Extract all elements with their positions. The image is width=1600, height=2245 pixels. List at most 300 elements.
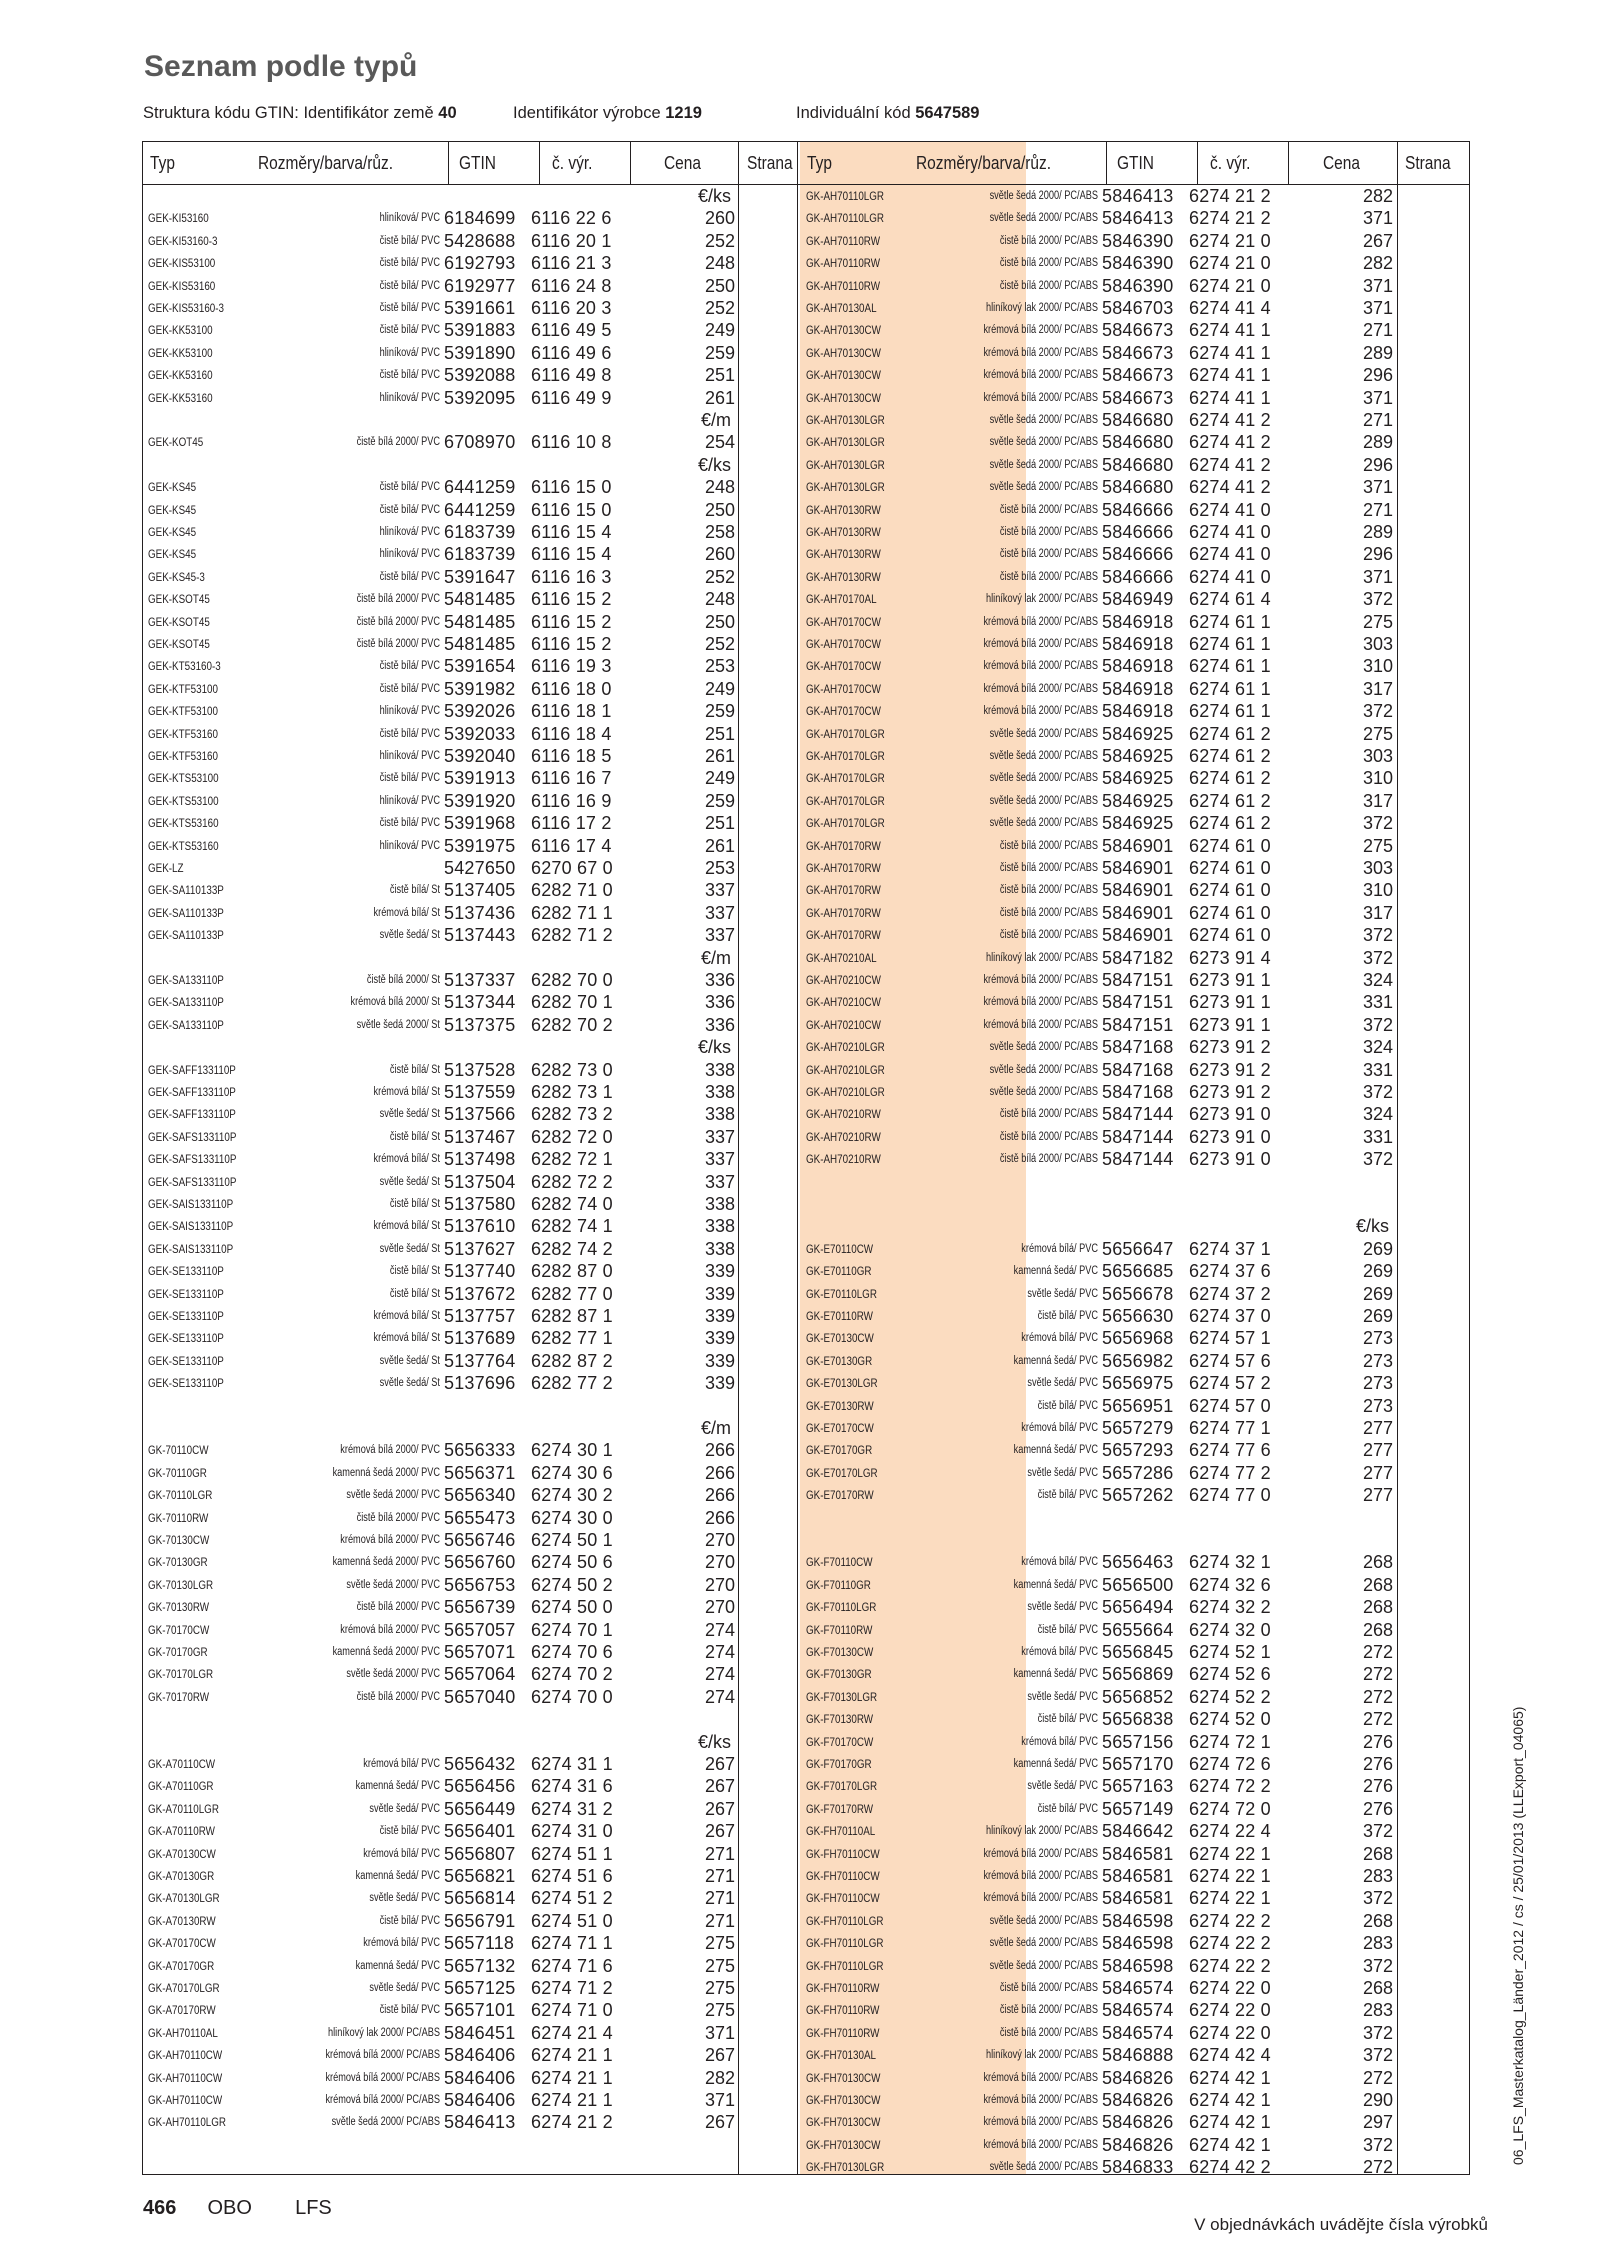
cell-dim: čistě bílá 2000/ PC/ABS	[999, 503, 1098, 516]
cell-cvyr: 6270 67 0	[531, 858, 613, 878]
cell-strana: 337	[704, 902, 735, 923]
cell-dim: světle šedá 2000/ PC/ABS	[989, 750, 1098, 762]
cell-typ: GK-AH70170LGR	[806, 816, 885, 831]
cell-strana: 303	[1362, 858, 1393, 878]
cell-cvyr: 6274 51 2	[531, 1888, 613, 1909]
cell-gtin: 5657125	[444, 1978, 516, 1998]
cell-gtin: 5846680	[1102, 454, 1174, 475]
table-row	[143, 543, 1469, 565]
cell-dim: světle šedá/ PVC	[369, 1892, 440, 1905]
cell-dim: krémová bílá 2000/ PC/ABS	[983, 2116, 1098, 2129]
cell-typ: GEK-SE133110P	[148, 1353, 224, 1368]
cell-cvyr: 6274 61 1	[1189, 678, 1271, 699]
cell-cvyr: 6274 41 2	[1189, 454, 1271, 475]
cell-cvyr: 6282 72 2	[531, 1171, 613, 1192]
cell-dim: čistě bílá 2000/ PVC	[356, 1601, 440, 1614]
cell-cvyr: 6274 22 2	[1189, 1955, 1271, 1976]
cell-strana: 268	[1362, 1910, 1393, 1931]
cell-typ: GEK-SA133110P	[148, 973, 224, 987]
table-row	[143, 387, 1469, 409]
cell-gtin: 5657286	[1102, 1462, 1174, 1483]
cell-gtin: 5137757	[444, 1306, 516, 1326]
cell-gtin: 5846918	[1102, 701, 1174, 722]
cell-cvyr: 6273 91 0	[1189, 1104, 1271, 1125]
cell-cvyr: 6274 71 0	[531, 2000, 613, 2021]
cell-gtin: 5846673	[1102, 342, 1174, 363]
cell-typ: GEK-KK53160	[148, 390, 213, 405]
cell-dim: čistě bílá 2000/ PC/ABS	[999, 929, 1098, 942]
cell-gtin: 5656333	[444, 1440, 516, 1461]
cell-gtin: 5392033	[444, 723, 516, 744]
cell-typ: GEK-SAFF133110P	[148, 1062, 236, 1077]
cell-cvyr: 6274 31 2	[531, 1798, 613, 1819]
cell-dim: krémová bílá/ St	[373, 1310, 440, 1322]
cell-cvyr: 6274 61 0	[1189, 902, 1271, 923]
cell-cvyr: 6273 91 4	[1189, 947, 1271, 968]
cell-cvyr: 6274 61 0	[1189, 880, 1271, 901]
cell-gtin: 5137467	[444, 1126, 516, 1147]
cell-dim: krémová bílá/ PVC	[363, 1758, 440, 1770]
cell-strana: 337	[704, 880, 735, 901]
cell-cvyr: 6274 41 0	[1189, 544, 1271, 565]
table-row	[143, 1215, 1469, 1237]
cell-cvyr: 6116 16 7	[531, 768, 612, 789]
cell-cvyr: 6274 30 1	[531, 1440, 613, 1461]
cell-strana: 267	[704, 1754, 735, 1774]
cell-dim: čistě bílá 2000/ PC/ABS	[999, 862, 1098, 874]
cell-gtin: 6184699	[444, 208, 516, 229]
cell-dim: krémová bílá 2000/ PC/ABS	[983, 1892, 1098, 1905]
cell-cvyr: 6274 21 0	[1189, 230, 1271, 251]
cell-gtin: 5137405	[444, 880, 516, 901]
cell-typ: GK-AH70170LGR	[806, 793, 885, 808]
cell-typ: GK-AH70170LGR	[806, 771, 885, 786]
table-row	[143, 1753, 1469, 1775]
cell-strana: 271	[704, 1866, 735, 1886]
cell-strana: 254	[704, 432, 735, 453]
table-row	[143, 1977, 1469, 1999]
cell-gtin: 5846574	[1102, 2022, 1174, 2043]
cell-strana: 339	[704, 1350, 735, 1371]
cell-cvyr: 6273 91 2	[1189, 1059, 1271, 1080]
cell-strana: 252	[704, 566, 735, 587]
cell-typ: GK-AH70170RW	[806, 928, 881, 943]
cell-dim: krémová bílá 2000/ PC/ABS	[983, 705, 1098, 718]
cell-gtin: 5137344	[444, 992, 516, 1013]
cell-typ: GEK-KOT45	[148, 435, 204, 450]
cell-gtin: 5846925	[1102, 813, 1174, 834]
cell-cvyr: 6116 10 8	[531, 432, 612, 453]
table-row	[143, 1059, 1469, 1081]
cell-strana: 258	[704, 522, 735, 542]
cell-dim: hliníkový lak 2000/ PC/ABS	[986, 302, 1098, 314]
cell-cvyr: 6274 70 0	[531, 1686, 613, 1707]
cell-gtin: 5392026	[444, 701, 516, 722]
page-number: 466	[143, 2197, 177, 2219]
table-row	[143, 700, 1469, 722]
cell-gtin: 5846581	[1102, 1888, 1174, 1909]
table-row	[143, 2156, 1469, 2178]
cell-typ: GK-A70130LGR	[148, 1891, 220, 1906]
cell-cvyr: 6282 72 0	[531, 1126, 613, 1147]
cell-strana: 296	[1362, 544, 1393, 565]
cell-strana: 337	[704, 925, 735, 946]
price-unit: €/ks	[1355, 1216, 1389, 1237]
cell-cvyr: 6274 42 1	[1189, 2112, 1271, 2133]
cell-typ: GEK-KS45	[148, 547, 197, 562]
cell-cvyr: 6274 61 2	[1189, 723, 1271, 744]
cell-gtin: 5137559	[444, 1082, 516, 1102]
cell-gtin: 6192793	[444, 253, 516, 274]
table-row	[143, 1081, 1469, 1103]
cell-cvyr: 6274 42 4	[1189, 2045, 1271, 2066]
cell-cvyr: 6116 15 0	[531, 499, 612, 520]
cell-strana: 372	[1362, 1955, 1393, 1976]
cell-typ: GK-F70170RW	[806, 1801, 874, 1816]
header-dim: Rozměry/barva/růz.	[258, 153, 394, 173]
cell-strana: 272	[1362, 2067, 1393, 2088]
table-row	[143, 1148, 1469, 1170]
cell-gtin: 5137740	[444, 1261, 516, 1282]
cell-cvyr: 6274 50 2	[531, 1574, 613, 1595]
table-row	[143, 1619, 1469, 1641]
table-row	[143, 409, 1469, 431]
cell-strana: 274	[704, 1686, 735, 1707]
cell-typ: GEK-SA133110P	[148, 1017, 224, 1032]
table-row	[143, 364, 1469, 386]
cell-strana: 275	[704, 1978, 735, 1998]
cell-dim: hliníkový lak 2000/ PC/ABS	[986, 951, 1098, 964]
cell-gtin: 5846680	[1102, 477, 1174, 498]
cell-strana: 252	[704, 298, 735, 318]
cell-cvyr: 6274 61 0	[1189, 925, 1271, 946]
cell-dim: světle šedá/ PVC	[1027, 1466, 1098, 1479]
cell-strana: 277	[1362, 1485, 1393, 1506]
table-row	[143, 790, 1469, 812]
cell-strana: 253	[704, 858, 735, 878]
cell-strana: 260	[704, 544, 735, 565]
cell-typ: GK-A70170LGR	[148, 1981, 220, 1995]
cell-dim: krémová bílá 2000/ St	[350, 996, 440, 1009]
cell-strana: 324	[1362, 1104, 1393, 1125]
cell-cvyr: 6274 70 6	[531, 1642, 613, 1662]
cell-cvyr: 6116 15 2	[531, 589, 612, 610]
cell-strana: 268	[1362, 1597, 1393, 1618]
cell-cvyr: 6274 77 6	[1189, 1440, 1271, 1461]
cell-gtin: 5391890	[444, 342, 516, 363]
cell-dim: hliníková/ PVC	[379, 212, 440, 225]
cell-gtin: 5846901	[1102, 858, 1174, 878]
cell-typ: GK-AH70210CW	[806, 1017, 881, 1032]
cell-gtin: 5846673	[1102, 365, 1174, 386]
cell-dim: světle šedá/ PVC	[1027, 1780, 1098, 1793]
cell-gtin: 5137498	[444, 1149, 516, 1170]
cell-dim: světle šedá 2000/ St	[356, 1018, 440, 1031]
cell-cvyr: 6274 30 6	[531, 1462, 613, 1483]
cell-cvyr: 6274 50 1	[531, 1530, 613, 1550]
table-row	[143, 1551, 1469, 1573]
cell-strana: 277	[1362, 1418, 1393, 1438]
cell-gtin: 5846826	[1102, 2090, 1174, 2110]
cell-gtin: 5656456	[444, 1776, 516, 1797]
table-row	[143, 1462, 1469, 1484]
cell-cvyr: 6274 61 2	[1189, 746, 1271, 766]
cell-gtin: 5137504	[444, 1171, 516, 1192]
cell-dim: čistě bílá/ PVC	[379, 302, 440, 314]
cell-cvyr: 6274 72 1	[1189, 1731, 1271, 1752]
price-unit: €/m	[700, 1418, 731, 1438]
cell-typ: GEK-SAFS133110P	[148, 1129, 237, 1144]
cell-cvyr: 6274 41 0	[1189, 499, 1271, 520]
table-row	[143, 2022, 1469, 2044]
cell-gtin: 5137580	[444, 1194, 516, 1214]
cell-typ: GK-AH70210LGR	[806, 1040, 885, 1055]
cell-dim: čistě bílá 2000/ PC/ABS	[999, 2004, 1098, 2017]
cell-typ: GK-A70130GR	[148, 1869, 215, 1883]
cell-dim: krémová bílá 2000/ PC/ABS	[983, 369, 1098, 382]
cell-dim: kamenná šedá 2000/ PVC	[332, 1556, 440, 1569]
cell-typ: GK-FH70110RW	[806, 2003, 880, 2018]
cell-cvyr: 6274 50 6	[531, 1552, 613, 1573]
cell-typ: GK-AH70170CW	[806, 614, 881, 629]
cell-strana: 275	[704, 1933, 735, 1954]
cell-typ: GK-A70110LGR	[148, 1801, 219, 1816]
cell-cvyr: 6274 22 1	[1189, 1888, 1271, 1909]
cell-dim: čistě bílá 2000/ PC/ABS	[999, 839, 1098, 852]
cell-typ: GK-70110CW	[148, 1443, 209, 1458]
table-row	[143, 1507, 1469, 1529]
cell-dim: krémová bílá 2000/ PC/ABS	[983, 1847, 1098, 1860]
cell-cvyr: 6282 87 0	[531, 1261, 613, 1282]
cell-strana: 274	[704, 1619, 735, 1640]
cell-dim: světle šedá/ PVC	[369, 1982, 440, 1994]
cell-strana: 273	[1362, 1395, 1393, 1416]
cell-dim: světle šedá 2000/ PC/ABS	[989, 436, 1098, 449]
cell-dim: čistě bílá 2000/ PC/ABS	[999, 906, 1098, 919]
cell-dim: čistě bílá 2000/ PVC	[356, 593, 440, 606]
cell-cvyr: 6274 21 1	[531, 2067, 613, 2088]
cell-gtin: 5656821	[444, 1866, 516, 1886]
cell-gtin: 5656968	[1102, 1328, 1174, 1349]
cell-dim: čistě bílá 2000/ PC/ABS	[999, 1108, 1098, 1121]
price-unit: €/ks	[697, 186, 731, 206]
cell-cvyr: 6274 51 6	[531, 1866, 613, 1886]
table-row	[143, 1171, 1469, 1193]
cell-dim: čistě bílá/ PVC	[379, 682, 440, 695]
cell-dim: kamenná šedá/ PVC	[355, 1780, 440, 1793]
cell-gtin: 5846390	[1102, 253, 1174, 274]
cell-typ: GK-AH70130RW	[806, 547, 881, 562]
cell-typ: GEK-KS45-3	[148, 569, 205, 584]
price-unit: €/ks	[697, 454, 731, 475]
cell-cvyr: 6273 91 2	[1189, 1037, 1271, 1058]
cell-gtin: 5656838	[1102, 1709, 1174, 1730]
gtin-structure-country: Struktura kódu GTIN: Identifikátor země 40	[143, 104, 457, 122]
cell-dim: světle šedá/ St	[379, 1175, 440, 1188]
cell-dim: světle šedá/ St	[379, 929, 440, 942]
cell-typ: GK-FH70110RW	[806, 1981, 880, 1995]
table-row	[143, 1126, 1469, 1148]
cell-typ: GK-AH70130RW	[806, 525, 881, 539]
cell-strana: 296	[1362, 454, 1393, 475]
cell-cvyr: 6274 37 2	[1189, 1283, 1271, 1304]
cell-cvyr: 6274 41 4	[1189, 298, 1271, 318]
cell-cvyr: 6274 30 0	[531, 1507, 613, 1528]
cell-cvyr: 6274 61 4	[1189, 589, 1271, 610]
footer-brand: OBO	[207, 2197, 252, 2219]
cell-strana: 282	[704, 2067, 735, 2088]
cell-typ: GK-FH70110AL	[806, 1824, 876, 1839]
cell-typ: GEK-SA110133P	[148, 928, 224, 943]
cell-dim: čistě bílá/ PVC	[379, 772, 440, 785]
cell-typ: GEK-KTF53100	[148, 704, 219, 719]
cell-dim: krémová bílá 2000/ PC/ABS	[983, 2138, 1098, 2151]
cell-typ: GK-F70110RW	[806, 1622, 873, 1637]
table-row	[143, 1820, 1469, 1842]
cell-strana: 268	[1362, 1552, 1393, 1573]
cell-dim: světle šedá 2000/ PC/ABS	[989, 1914, 1098, 1927]
cell-typ: GK-F70170LGR	[806, 1779, 878, 1794]
cell-cvyr: 6116 49 8	[531, 365, 612, 386]
cell-strana: 276	[1362, 1798, 1393, 1819]
table-row	[143, 1529, 1469, 1551]
cell-cvyr: 6273 91 1	[1189, 992, 1271, 1013]
cell-cvyr: 6116 15 0	[531, 477, 612, 498]
cell-cvyr: 6274 32 6	[1189, 1574, 1271, 1595]
cell-gtin: 5657071	[444, 1642, 516, 1662]
table-row	[143, 1036, 1469, 1058]
table-row	[143, 1372, 1469, 1394]
table-row	[143, 297, 1469, 319]
cell-dim: světle šedá 2000/ PC/ABS	[989, 772, 1098, 785]
cell-gtin: 5847151	[1102, 1014, 1174, 1035]
table-row	[143, 1843, 1469, 1865]
cell-gtin: 5656869	[1102, 1664, 1174, 1685]
cell-typ: GK-AH70170RW	[806, 861, 881, 875]
cell-dim: krémová bílá 2000/ PC/ABS	[325, 2049, 440, 2062]
cell-cvyr: 6274 21 2	[1189, 208, 1271, 229]
table-row	[143, 633, 1469, 655]
cell-dim: čistě bílá/ St	[389, 884, 440, 897]
cell-typ: GK-AH70170RW	[806, 905, 881, 920]
cell-strana: 266	[704, 1485, 735, 1506]
cell-dim: kamenná šedá/ PVC	[1013, 1668, 1098, 1681]
cell-cvyr: 6274 77 2	[1189, 1462, 1271, 1483]
cell-cvyr: 6274 77 1	[1189, 1418, 1271, 1438]
cell-dim: krémová bílá 2000/ PC/ABS	[983, 346, 1098, 359]
cell-typ: GEK-SAFS133110P	[148, 1174, 237, 1189]
product-table	[142, 141, 1470, 2178]
cell-strana: 339	[704, 1261, 735, 1282]
cell-strana: 275	[1362, 835, 1393, 856]
cell-dim: hliníková/ PVC	[379, 526, 440, 538]
cell-strana: 371	[1362, 477, 1393, 498]
cell-strana: 252	[704, 634, 735, 654]
table-row	[143, 1663, 1469, 1685]
cell-strana: 276	[1362, 1754, 1393, 1774]
cell-dim: kamenná šedá/ PVC	[355, 1870, 440, 1882]
cell-gtin: 5391920	[444, 790, 516, 811]
table-row	[143, 991, 1469, 1013]
cell-gtin: 5846901	[1102, 902, 1174, 923]
cell-strana: 371	[1362, 566, 1393, 587]
cell-dim: krémová bílá 2000/ PC/ABS	[983, 974, 1098, 986]
cell-strana: 324	[1362, 970, 1393, 990]
cell-dim: čistě bílá 2000/ PC/ABS	[999, 1130, 1098, 1143]
cell-cvyr: 6274 22 2	[1189, 1933, 1271, 1954]
cell-gtin: 5846925	[1102, 746, 1174, 766]
cell-strana: 259	[704, 342, 735, 363]
cell-strana: 303	[1362, 634, 1393, 654]
cell-typ: GEK-KTF53100	[148, 681, 219, 696]
cell-typ: GEK-KK53100	[148, 323, 213, 338]
cell-dim: čistě bílá 2000/ PC/ABS	[999, 526, 1098, 538]
cell-gtin: 5137443	[444, 925, 516, 946]
cell-typ: GEK-KS45	[148, 480, 197, 495]
cell-dim: světle šedá 2000/ PC/ABS	[989, 481, 1098, 494]
cell-cvyr: 6274 37 0	[1189, 1306, 1271, 1326]
cell-typ: GK-AH70210LGR	[806, 1062, 885, 1077]
cell-typ: GK-AH70130LGR	[806, 435, 885, 450]
cell-dim: krémová bílá 2000/ PVC	[340, 1534, 440, 1546]
cell-gtin: 5481485	[444, 589, 516, 610]
cell-cvyr: 6274 31 1	[531, 1754, 613, 1774]
cell-dim: světle šedá/ PVC	[369, 1802, 440, 1815]
cell-gtin: 5846574	[1102, 2000, 1174, 2021]
cell-strana: 267	[1362, 230, 1393, 251]
price-unit: €/m	[700, 947, 731, 968]
cell-strana: 338	[704, 1059, 735, 1080]
cell-gtin: 6192977	[444, 275, 516, 296]
cell-cvyr: 6274 22 0	[1189, 1978, 1271, 1998]
cell-gtin: 5137672	[444, 1283, 516, 1304]
cell-typ: GK-FH70130AL	[806, 2048, 877, 2063]
cell-typ: GK-AH70110RW	[806, 233, 881, 248]
cell-cvyr: 6274 31 6	[531, 1776, 613, 1797]
cell-strana: 338	[704, 1194, 735, 1214]
cell-gtin: 5657262	[1102, 1485, 1174, 1506]
cell-gtin: 5657279	[1102, 1418, 1174, 1438]
cell-strana: 271	[1362, 499, 1393, 520]
cell-strana: 372	[1362, 2045, 1393, 2066]
cell-typ: GK-AH70130RW	[806, 569, 881, 584]
cell-dim: hliníková/ PVC	[379, 391, 440, 404]
cell-typ: GEK-KTF53160	[148, 749, 219, 763]
table-row	[143, 1999, 1469, 2021]
cell-cvyr: 6116 20 3	[531, 298, 612, 318]
cell-gtin: 6441259	[444, 499, 516, 520]
cell-dim: hliníková/ PVC	[379, 548, 440, 561]
cell-typ: GEK-SAIS133110P	[148, 1241, 234, 1256]
cell-dim: hliníkový lak 2000/ PC/ABS	[986, 1825, 1098, 1838]
cell-strana: 266	[704, 1440, 735, 1461]
cell-cvyr: 6274 52 1	[1189, 1642, 1271, 1662]
cell-typ: GK-F70110GR	[806, 1577, 871, 1592]
cell-strana: 339	[704, 1373, 735, 1394]
cell-gtin: 5846413	[1102, 208, 1174, 229]
cell-gtin: 5846413	[444, 2112, 516, 2133]
cell-strana: 317	[1362, 902, 1393, 923]
cell-typ: GK-AH70210RW	[806, 1152, 881, 1167]
cell-typ: GK-AH70210RW	[806, 1107, 881, 1122]
cell-typ: GK-70170LGR	[148, 1667, 214, 1682]
cell-dim: čistě bílá/ PVC	[379, 481, 440, 494]
cell-strana: 372	[1362, 813, 1393, 834]
cell-strana: 269	[1362, 1306, 1393, 1326]
cell-typ: GEK-LZ	[148, 861, 184, 875]
table-row	[143, 1798, 1469, 1820]
cell-gtin: 5137566	[444, 1104, 516, 1125]
